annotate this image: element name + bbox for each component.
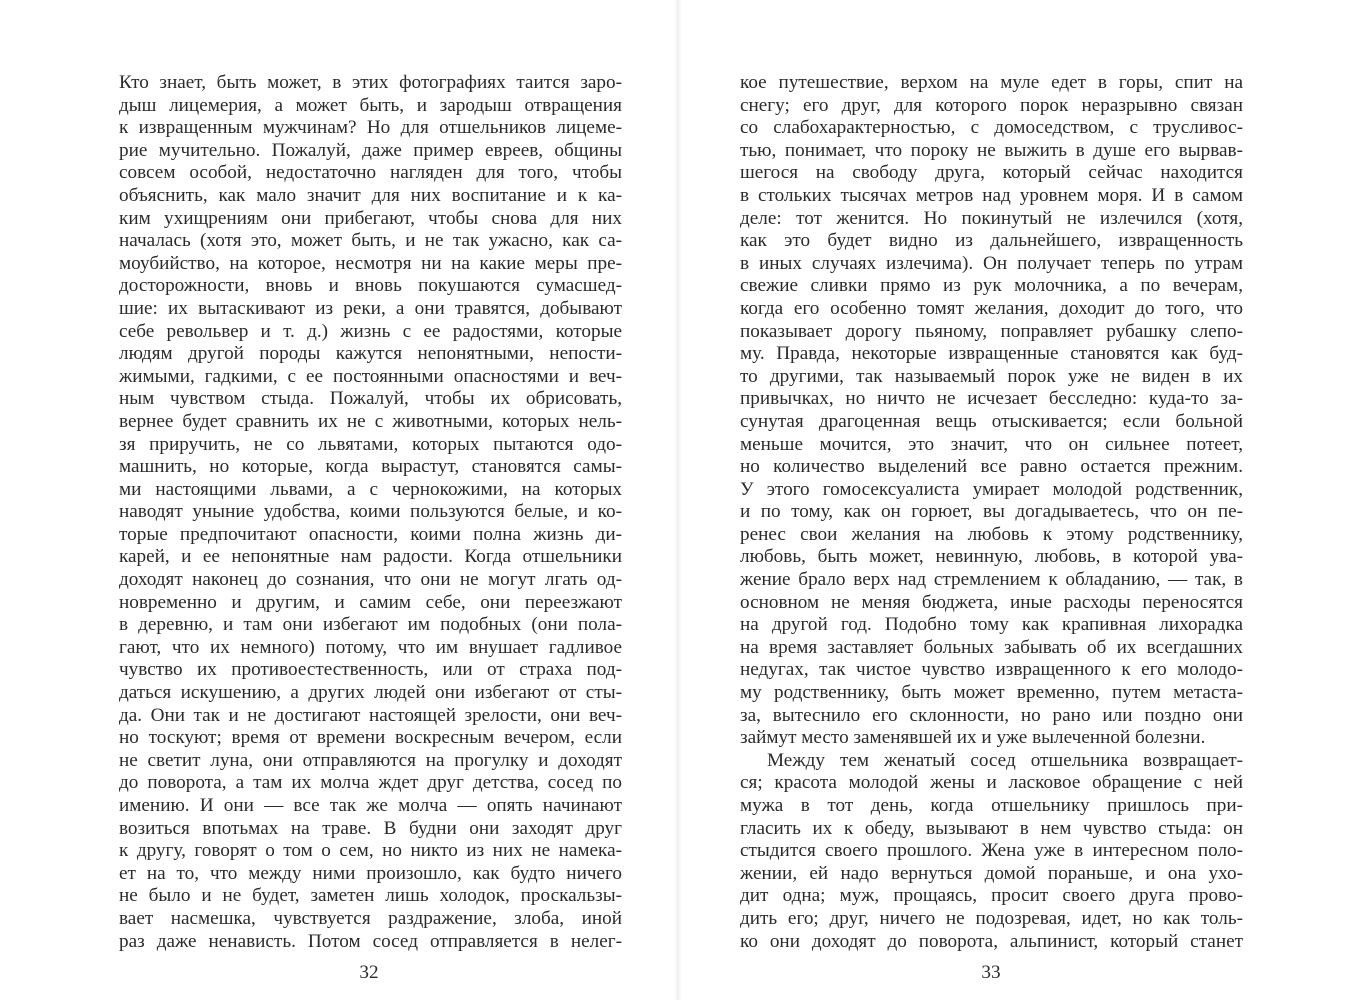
text-line: ным чувством стыда. Пожалуй, чтобы их обрисовать, bbox=[119, 388, 622, 410]
text-line: ся; красота молодой жены и ласковое обращение с ней bbox=[740, 772, 1243, 794]
text-line: имению. И они — все так же молча — опять начинают bbox=[119, 795, 622, 816]
text-line: моубийство, на которое, несмотря ни на какие меры пре- bbox=[119, 252, 622, 274]
text-line: к извращенным мужчинам? Но для отшельников лицеме- bbox=[119, 117, 622, 139]
text-line: любовь, быть может, невинную, любовь, в которой ува- bbox=[740, 546, 1243, 568]
text-line: деле: тот женится. Но покинутый не излечился (хотя, bbox=[740, 207, 1243, 229]
paragraph-first-line: Между тем женатый сосед отшельника возвращает- bbox=[767, 749, 1243, 771]
text-line: до поворота, а там их молча ждет друг детства, сосед по bbox=[119, 772, 622, 794]
text-line: доходят наконец до сознания, что они не могут лгать од- bbox=[119, 569, 622, 591]
text-line: дит одна; муж, прощаясь, просит своего друга прово- bbox=[740, 885, 1243, 907]
text-line: не светит луна, они отправляются на прогулку и доходят bbox=[119, 749, 622, 771]
text-line: ким ухищрениям они прибегают, чтобы снова для них bbox=[119, 207, 622, 229]
text-line: в иных случаях излечима). Он получает теперь по утрам bbox=[740, 252, 1243, 274]
text-line: раз даже ненависть. Потом сосед отправляется в нелег- bbox=[119, 930, 622, 952]
text-line: себе револьвер и т. д.) жизнь с ее радостями, которые bbox=[119, 320, 622, 342]
text-line: да. Они так и не достигают настоящей зрелости, они веч- bbox=[119, 704, 622, 726]
text-line: наводят уныние удобства, коими пользуются белые, и ко- bbox=[119, 501, 622, 523]
text-line: шегося на свободу друга, который сейчас находится bbox=[740, 162, 1243, 184]
left-page bbox=[0, 0, 677, 1000]
text-line: зя приручить, не со львятами, которых пытаются одо- bbox=[119, 433, 622, 455]
text-line: на время заставляет больных забывать об их всегдашних bbox=[740, 636, 1243, 658]
text-line: но количество выделений все равно остается прежним. bbox=[740, 456, 1243, 478]
text-line: но тоскуют; время от времени воскресным вечером, если bbox=[119, 727, 622, 749]
text-line: началась (хотя это, может быть, и не так ужасно, как са- bbox=[119, 230, 622, 252]
text-line: не было и не будет, заметен лишь холодок, проскальзы- bbox=[119, 885, 622, 907]
text-line: основном не меняя бюджета, иные расходы переносятся bbox=[740, 591, 1243, 613]
text-line: му родственнику, быть может временно, путем метаста- bbox=[740, 682, 1243, 704]
text-line: шие: их вытаскивают из реки, а они травятся, добывают bbox=[119, 297, 622, 319]
text-line: дыш лицемерия, а может быть, и зародыш отвращения bbox=[119, 94, 622, 116]
text-line: жении, ей надо вернуться домой пораньше, и она ухо- bbox=[740, 862, 1243, 884]
text-line: стыдится своего прошлого. Жена уже в интересном поло- bbox=[740, 840, 1243, 862]
text-line: в деревню, и там они избегают им подобных (они пола- bbox=[119, 614, 622, 636]
text-line: ет на то, что между ними произошло, как будто ничего bbox=[119, 862, 622, 884]
text-line: привычках, но ничто не исчезает бесследно: куда-то за- bbox=[740, 388, 1243, 410]
text-line: даться искушению, а других людей они избегают от сты- bbox=[119, 682, 622, 704]
text-line: недугах, так чистое чувство извращенного к его молодо- bbox=[740, 659, 1243, 681]
text-line: объяснить, как мало значит для них воспитание и к ка- bbox=[119, 184, 622, 206]
text-line: людям другой породы кажутся непонятными, непости- bbox=[119, 343, 622, 365]
text-line: на другой год. Подобно тому как крапивная лихорадка bbox=[740, 614, 1243, 636]
text-line: за, вытеснило его склонности, но рано или поздно они bbox=[740, 704, 1243, 726]
text-line: дить его; друг, ничего не подозревая, идет, но как толь- bbox=[740, 907, 1243, 929]
text-line: рие мучительно. Пожалуй, даже пример евреев, общины bbox=[119, 139, 622, 161]
text-line: Кто знает, быть может, в этих фотографиях таится заро- bbox=[119, 72, 622, 93]
text-line: гают, что их немного) потому, что им внушает гадливое bbox=[119, 636, 622, 658]
text-line: совсем особой, недостаточно нагляден для того, чтобы bbox=[119, 162, 622, 184]
text-line: со слабохарактерностью, с домоседством, с трусливос- bbox=[740, 117, 1243, 139]
text-line: когда его особенно томят желания, доходит до того, что bbox=[740, 297, 1243, 319]
text-line: чувство их противоестественность, или от страха под- bbox=[119, 659, 622, 681]
text-line: к другу, говорят о том о сем, но никто из них не намека- bbox=[119, 840, 622, 862]
paragraph-last-line: займут место заменявшей их и уже вылеченной болезни. bbox=[740, 727, 1206, 749]
right-page bbox=[678, 0, 1355, 1000]
page-number-right: 33 bbox=[981, 962, 1001, 983]
text-line: свежие сливки прямо из рук молочника, а по вечерам, bbox=[740, 275, 1243, 297]
text-line: досторожности, вновь и вновь покушаются сумасшед- bbox=[119, 275, 622, 297]
text-line: кое путешествие, верхом на муле едет в горы, спит на bbox=[740, 72, 1243, 93]
text-line: У этого гомосексуалиста умирает молодой родственник, bbox=[740, 478, 1243, 500]
page-number-left: 32 bbox=[359, 962, 379, 983]
text-line: меньше мочится, это значит, что он сильнее потеет, bbox=[740, 433, 1243, 455]
text-line: сунутая драгоценная вещь отыскивается; если больной bbox=[740, 410, 1243, 432]
text-line: и по тому, как он горюет, вы догадываетесь, что он пе- bbox=[740, 501, 1243, 523]
text-line: тью, понимает, что пороку не выжить в душе его вырвав- bbox=[740, 139, 1243, 161]
text-line: ренес свои желания на любовь к этому родственнику, bbox=[740, 523, 1243, 545]
text-line: мужа в тот день, когда отшельнику пришлось при- bbox=[740, 795, 1243, 816]
text-line: как это будет видно из дальнейшего, извращенность bbox=[740, 230, 1243, 252]
text-line: машнить, но которые, когда вырастут, становятся самы- bbox=[119, 456, 622, 478]
text-line: торые предпочитают опасности, коими полна жизнь ди- bbox=[119, 523, 622, 545]
text-line: возиться впотьмах на траве. В будни они заходят друг bbox=[119, 817, 622, 839]
text-line: ми настоящими львами, а с чернокожими, на которых bbox=[119, 478, 622, 500]
text-line: жимыми, гадкими, с ее постоянными опасностями и веч- bbox=[119, 365, 622, 387]
text-line: новременно и другим, и самим себе, они переезжают bbox=[119, 591, 622, 613]
left-page-text bbox=[119, 72, 622, 953]
text-line: гласить их к обеду, вызывают в нем чувство стыда: он bbox=[740, 817, 1243, 839]
text-line: в стольких тысячах метров над уровнем моря. И в самом bbox=[740, 184, 1243, 206]
text-line: вает насмешка, чувствуется раздражение, злоба, иной bbox=[119, 907, 622, 929]
right-page-text bbox=[740, 72, 1243, 953]
text-line: снегу; его друг, для которого порок неразрывно связан bbox=[740, 94, 1243, 116]
text-line: показывает дорогу пьяному, поправляет рубашку слепо- bbox=[740, 320, 1243, 342]
text-line: жение брало верх над стремлением к обладанию, — так, в bbox=[740, 569, 1243, 591]
text-line: му. Правда, некоторые извращенные становятся как буд- bbox=[740, 343, 1243, 365]
text-line: ко они доходят до поворота, альпинист, который станет bbox=[740, 930, 1243, 952]
text-line: вернее будет сравнить их не с животными, которых нель- bbox=[119, 410, 622, 432]
text-line: то другими, так называемый порок уже не виден в их bbox=[740, 365, 1243, 387]
text-line: карей, и ее непонятные нам радости. Когда отшельники bbox=[119, 546, 622, 568]
